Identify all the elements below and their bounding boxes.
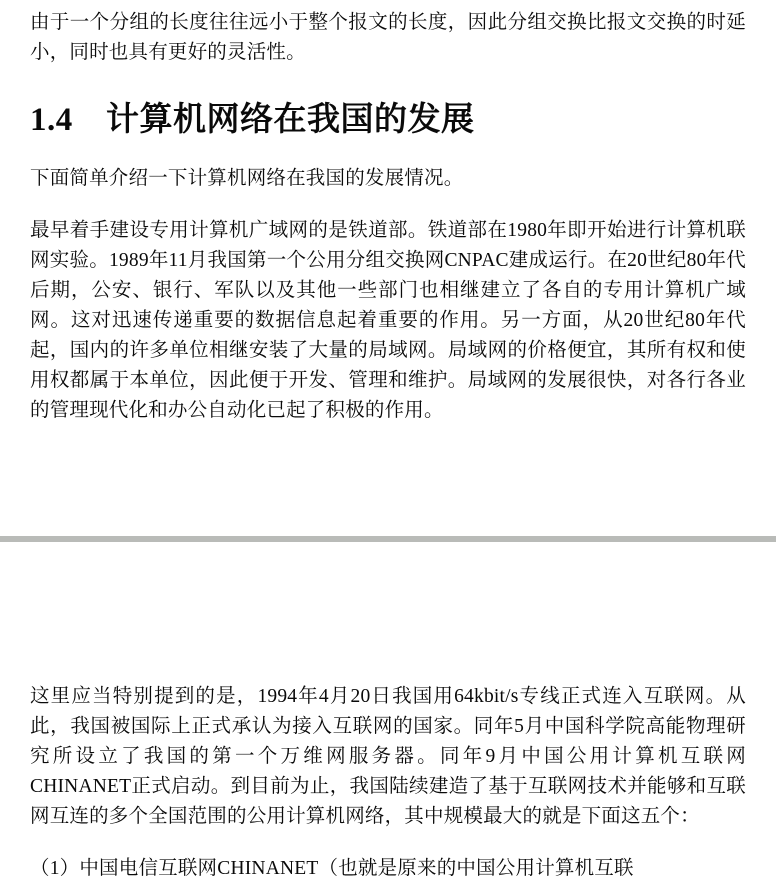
paragraph-lead: 下面简单介绍一下计算机网络在我国的发展情况。: [30, 168, 464, 189]
spacer: [30, 148, 746, 164]
section-number: 1.4: [30, 102, 73, 138]
spacer: [30, 426, 746, 536]
paragraph-body-one: 最早着手建设专用计算机广域网的是铁道部。铁道部在1980年即开始进行计算机联网实验。1989年11月我国第一个公用分组交换网CNPAC建成运行。在20世纪80年代后期，公安、银行、军队以及其他一些部门也相继建立了各自的专用计算机广域网。这对迅速传递重要的数据信息起着重要的作用。另一方面，从20世纪80年代起，国内的许多单位相继安装了大量的局域网。局域网的价格便宜，其所有权和使用权都属于本单位，因此便于开发、管理和维护。局域网的发展很快，对各行各业的管理现代化和办公自动化已起了积极的作用。: [30, 220, 746, 421]
section-heading: [30, 68, 746, 148]
spacer: [30, 832, 746, 854]
paragraph-body-two: 这里应当特别提到的是，1994年4月20日我国用64kbit/s专线正式连入互联网。从此，我国被国际上正式承认为接入互联网的国家。同年5月中国科学院高能物理研究所设立了我国的第一个万维网服务器。同年9月中国公用计算机互联网CHINANET正式启动。到目前为止，我国陆续建造了基于互联网技术并能够和互联网互连的多个全国范围的公用计算机网络，其中规模最大的就是下面这五个：: [30, 686, 746, 827]
list-item: （1）中国电信互联网CHINANET（也就是原来的中国公用计算机互联: [30, 858, 634, 879]
spacer: [30, 542, 746, 682]
section-title: 计算机网络在我国的发展: [106, 102, 475, 138]
spacer: [30, 194, 746, 216]
paragraph-intro: 由于一个分组的长度往往远小于整个报文的长度，因此分组交换比报文交换的时延小，同时也具有更好的灵活性。: [30, 12, 746, 63]
